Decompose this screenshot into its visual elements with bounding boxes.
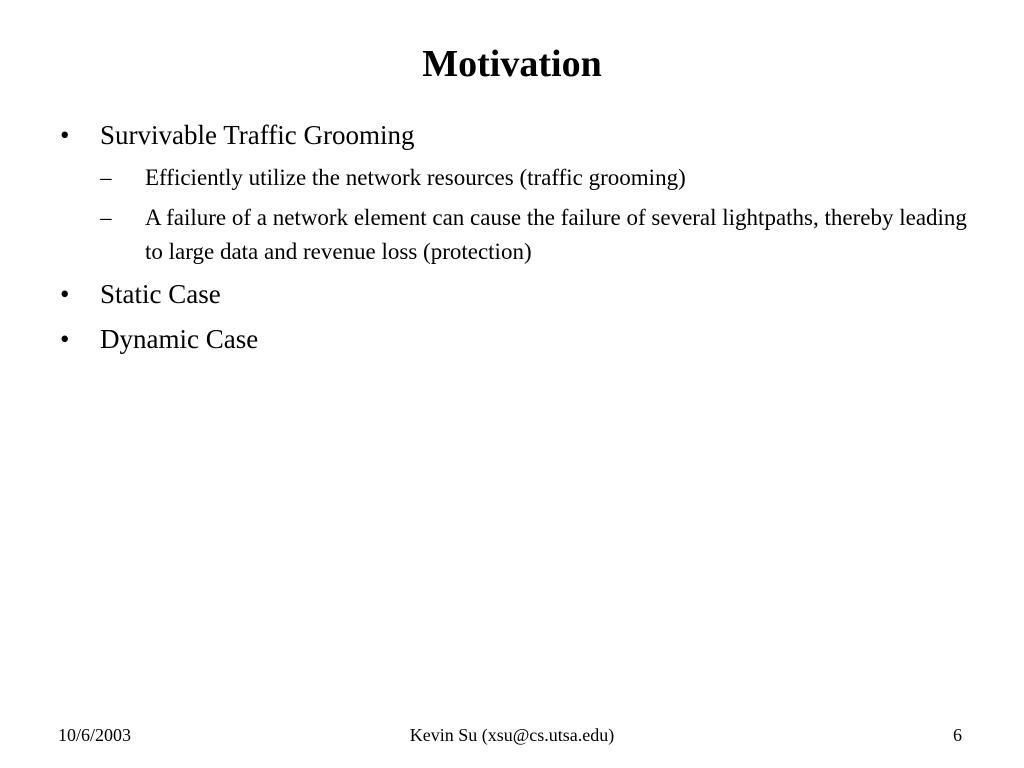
footer-page-number: 6 bbox=[953, 725, 962, 745]
sub-bullet-text: A failure of a network element can cause the failure of several lightpaths, thereby leading to large data and revenue loss (protection) bbox=[145, 205, 967, 264]
footer-date: 10/6/2003 bbox=[58, 725, 132, 745]
bullet-text: Static Case bbox=[100, 279, 221, 309]
dash-marker: – bbox=[100, 165, 112, 190]
sub-bullet-item-efficiency bbox=[100, 161, 978, 195]
bullet-item-survivable-traffic-grooming bbox=[58, 116, 978, 154]
bullet-item-dynamic-case bbox=[58, 320, 978, 358]
footer-author: Kevin Su (xsu@cs.utsa.edu) bbox=[409, 725, 615, 745]
sub-bullet-list bbox=[58, 161, 978, 269]
bullet-text: Survivable Traffic Grooming bbox=[100, 120, 415, 150]
bullet-marker: • bbox=[60, 324, 70, 354]
dash-marker: – bbox=[100, 205, 112, 230]
slide-title: Motivation bbox=[422, 43, 602, 85]
bullet-marker: • bbox=[60, 279, 70, 309]
bullet-item-static-case bbox=[58, 275, 978, 313]
bullet-marker: • bbox=[60, 120, 70, 150]
sub-bullet-item-failure bbox=[100, 201, 978, 269]
bullet-text: Dynamic Case bbox=[100, 324, 259, 354]
sub-bullet-text: Efficiently utilize the network resources (traffic grooming) bbox=[145, 165, 686, 190]
bullet-list bbox=[58, 116, 978, 365]
